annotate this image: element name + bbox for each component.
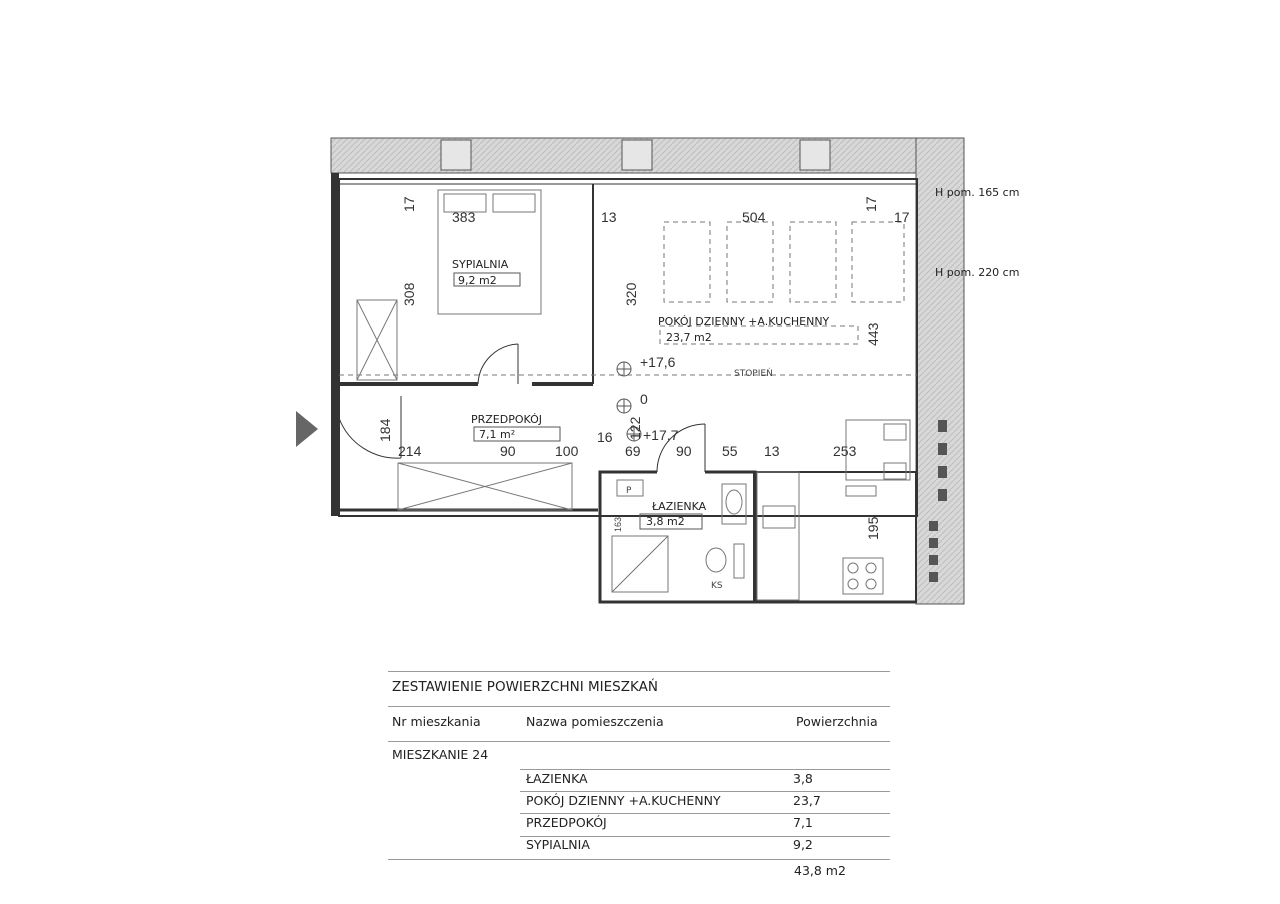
row-area: 23,7	[793, 793, 821, 808]
height-220-label: H pom. 220 cm	[935, 266, 1020, 279]
entrance-arrow-icon	[296, 411, 318, 447]
dim-308: 308	[401, 282, 417, 306]
room-name-lazienka: ŁAZIENKA	[652, 500, 707, 513]
dim-13a: 13	[601, 209, 617, 225]
ks-label: KS	[711, 581, 723, 591]
dim-69: 69	[625, 443, 641, 459]
table-rule	[520, 813, 890, 814]
row-name: ŁAZIENKA	[526, 771, 588, 786]
dim-16: 16	[597, 429, 613, 445]
dim-504: 504	[742, 209, 766, 225]
room-name-sypialnia: SYPIALNIA	[452, 258, 509, 271]
apartment-label: MIESZKANIE 24	[392, 747, 489, 762]
dim-163: 163	[613, 516, 623, 532]
level-label-3: +17,7	[643, 427, 679, 443]
table-rule	[388, 706, 890, 707]
dim-443: 443	[865, 322, 881, 346]
table-rule	[388, 741, 890, 742]
header-name: Nazwa pomieszczenia	[526, 714, 664, 729]
dim-184: 184	[377, 418, 393, 442]
room-name-przedpokoj: PRZEDPOKÓJ	[471, 413, 543, 426]
row-name: SYPIALNIA	[526, 837, 590, 852]
dim-320: 320	[623, 282, 639, 306]
dim-13b: 13	[764, 443, 780, 459]
furniture	[339, 190, 917, 600]
dim-90b: 90	[676, 443, 692, 459]
header-nr: Nr mieszkania	[392, 714, 481, 729]
level-label-2: 0	[640, 391, 648, 407]
dim-214: 214	[398, 443, 422, 459]
interior-walls	[339, 179, 917, 602]
dim-90a: 90	[500, 443, 516, 459]
dim-383: 383	[452, 209, 476, 225]
dim-17a: 17	[401, 196, 417, 212]
level-label-1: +17,6	[640, 354, 676, 370]
header-area: Powierzchnia	[796, 714, 878, 729]
row-area: 3,8	[793, 771, 813, 786]
dim-17c: 17	[894, 209, 910, 225]
dim-253: 253	[833, 443, 857, 459]
room-area-sypialnia: 9,2 m2	[458, 274, 497, 287]
p-label: P	[626, 486, 632, 496]
table-title: ZESTAWIENIE POWIERZCHNI MIESZKAŃ	[392, 679, 658, 695]
dim-17b: 17	[863, 196, 879, 212]
table-rule	[520, 769, 890, 770]
row-area: 9,2	[793, 837, 813, 852]
table-rule	[520, 791, 890, 792]
stopien-label: STOPIEŃ	[734, 369, 773, 379]
room-name-pokoj: POKÓJ DZIENNY +A.KUCHENNY	[658, 315, 830, 328]
room-area-lazienka: 3,8 m2	[646, 515, 685, 528]
table-rule	[388, 671, 890, 672]
dim-55: 55	[722, 443, 738, 459]
table-rule	[388, 859, 890, 860]
row-name: POKÓJ DZIENNY +A.KUCHENNY	[526, 793, 721, 808]
dim-195: 195	[865, 516, 881, 540]
row-area: 7,1	[793, 815, 813, 830]
row-name: PRZEDPOKÓJ	[526, 815, 607, 830]
height-165-label: H pom. 165 cm	[935, 186, 1020, 199]
total-area: 43,8 m2	[794, 863, 846, 878]
dim-122: 122	[627, 416, 643, 440]
room-area-przedpokoj: 7,1 m²	[479, 428, 516, 441]
dim-100: 100	[555, 443, 579, 459]
room-area-pokoj: 23,7 m2	[666, 331, 712, 344]
